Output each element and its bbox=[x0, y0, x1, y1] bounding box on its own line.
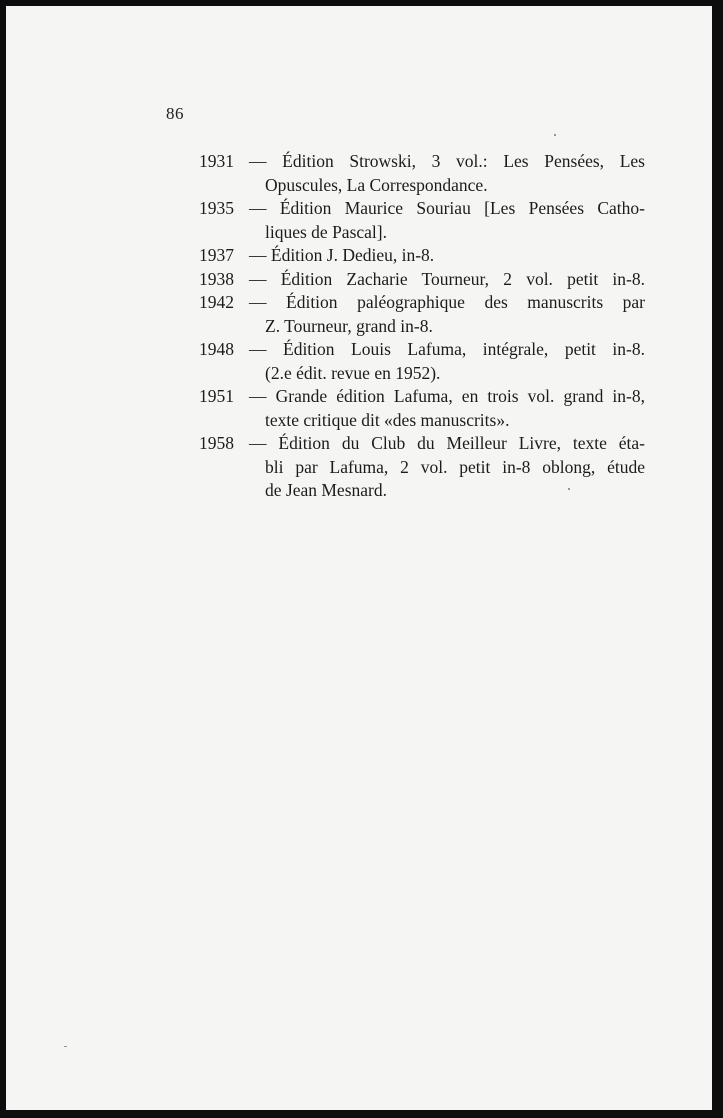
entry-year: 1935 bbox=[199, 198, 234, 218]
entry-text: — Édition Strowski, 3 vol.: Les Pensées, Les Opuscules, La Correspondance. bbox=[249, 151, 645, 195]
book-page bbox=[6, 6, 712, 1110]
entry-year: 1948 bbox=[199, 339, 234, 359]
entry-text: — Édition J. Dedieu, in-8. bbox=[249, 245, 435, 265]
entry-year: 1958 bbox=[199, 433, 234, 453]
entry-year: 1951 bbox=[199, 386, 234, 406]
entry-text: — Édition Maurice Souriau [Les Pensées Catho- liques de Pascal]. bbox=[249, 198, 645, 242]
entry-year: 1937 bbox=[199, 245, 234, 265]
list-item bbox=[199, 291, 645, 338]
paper-speck bbox=[64, 1046, 67, 1047]
list-item bbox=[199, 244, 645, 268]
bibliography-list bbox=[199, 150, 645, 503]
page-number: 86 bbox=[166, 104, 184, 123]
entry-year: 1938 bbox=[199, 268, 234, 289]
entry-year: 1931 bbox=[199, 151, 234, 171]
paper-speck bbox=[568, 488, 570, 490]
list-item bbox=[199, 338, 645, 385]
paper-speck bbox=[554, 134, 556, 136]
entry-text: — Grande édition Lafuma, en trois vol. grand in-8, texte critique dit «des manuscrits». bbox=[249, 386, 645, 430]
entry-year: 1942 bbox=[199, 292, 234, 312]
entry-text: — Édition Zacharie Tourneur, 2 vol. petit in-8. bbox=[249, 268, 645, 289]
list-item bbox=[199, 197, 645, 244]
entry-text: — Édition paléographique des manuscrits par Z. Tourneur, grand in-8. bbox=[249, 292, 645, 336]
list-item bbox=[199, 385, 645, 432]
entry-text: — Édition Louis Lafuma, intégrale, petit in-8. (2.e édit. revue en 1952). bbox=[249, 339, 645, 383]
entry-text: — Édition du Club du Meilleur Livre, texte éta- bli par Lafuma, 2 vol. petit in-8 oblong, étude de Jean Mesnard. bbox=[249, 433, 645, 500]
list-item bbox=[199, 268, 645, 292]
list-item bbox=[199, 432, 645, 503]
list-item bbox=[199, 150, 645, 197]
